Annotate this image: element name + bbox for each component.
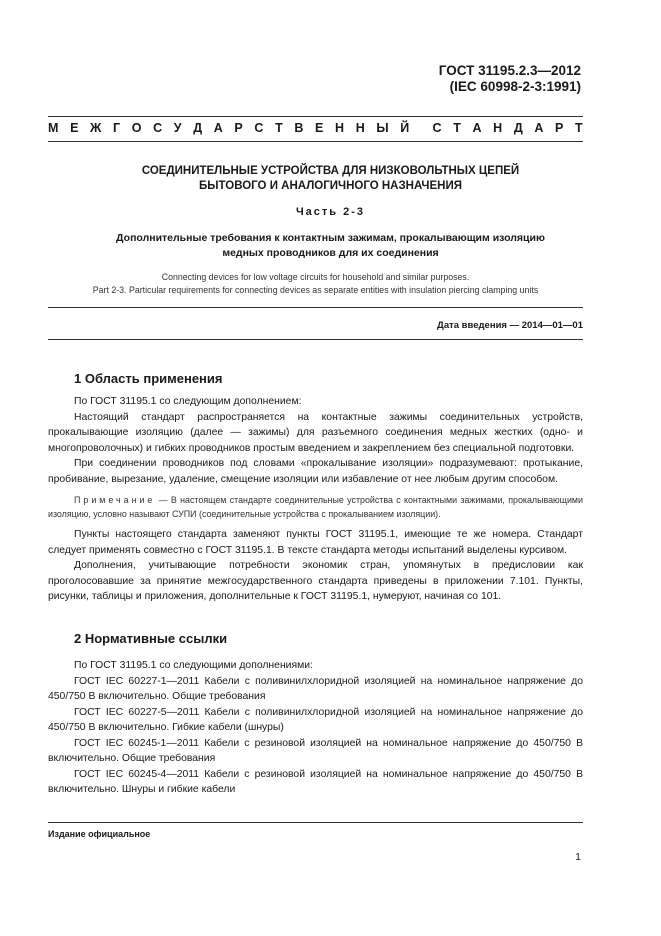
paragraph: По ГОСТ 31195.1 со следующим дополнением: bbox=[74, 396, 302, 407]
kind-letter: Е bbox=[70, 121, 79, 135]
section-2 bbox=[48, 631, 583, 646]
kind-letter: Н bbox=[493, 121, 503, 135]
reference-item: ГОСТ IEC 60245-4—2011 Кабели с резиновой изоляцией на номинальное напряжение до 450/750 В включительно. Шнуры и гибкие кабели bbox=[48, 768, 583, 795]
kind-letter: Р bbox=[555, 121, 564, 135]
kind-letter: Р bbox=[234, 121, 243, 135]
section-2-heading: 2 Нормативные ссылки bbox=[74, 631, 228, 646]
title-line-1: СОЕДИНИТЕЛЬНЫЕ УСТРОЙСТВА ДЛЯ НИЗКОВОЛЬТНЫХ ЦЕПЕЙ bbox=[141, 165, 520, 177]
part-number: Часть 2-3 bbox=[295, 206, 366, 218]
kind-letter: Т bbox=[275, 121, 283, 135]
kind-letter: Т bbox=[453, 121, 461, 135]
date-rule bbox=[48, 339, 583, 340]
kind-letter: Т bbox=[575, 121, 583, 135]
section-1 bbox=[48, 371, 583, 386]
kind-letter: Д bbox=[513, 121, 523, 135]
paragraph: Дополнения, учитывающие потребности экономик стран, упомянутых в предисловии как проголосовавшие за принятие межгосударственного стандарта приведены в приложении 7.101. Пункты, рисунки, таблицы и приложения, дополнительные к ГОСТ 31195.1, нумеруют, начиная со 101. bbox=[48, 560, 583, 602]
kind-underline bbox=[48, 141, 583, 142]
kind-letter: Д bbox=[193, 121, 203, 135]
document-subtitle bbox=[60, 231, 601, 260]
kind-letter: Г bbox=[113, 121, 121, 135]
paragraph: По ГОСТ 31195.1 со следующими дополнениями: bbox=[74, 660, 313, 671]
kind-letter: Н bbox=[335, 121, 345, 135]
section-2-body bbox=[48, 658, 583, 798]
english-title-line-2: Part 2-3. Particular requirements for connecting devices as separate entities with insulation piercing clamping units bbox=[92, 285, 539, 295]
kind-letter: С bbox=[254, 121, 264, 135]
reference-item: ГОСТ IEC 60245-1—2011 Кабели с резиновой изоляцией на номинальное напряжение до 450/750 В включительно. Общие требования bbox=[48, 737, 583, 764]
gost-number: ГОСТ 31195.2.3—2012 bbox=[438, 63, 581, 78]
official-edition-label: Издание официальное bbox=[48, 829, 151, 839]
note bbox=[48, 494, 583, 521]
kind-letter: Н bbox=[355, 121, 365, 135]
kind-letter: А bbox=[472, 121, 482, 135]
english-title-line-1: Connecting devices for low voltage circuits for household and similar purposes. bbox=[161, 272, 470, 282]
paragraph: При соединении проводников под словами «прокалывание изоляции» подразумевают: протыкание, пробивание, вырезание, удаление, смещение изоляции или избавление от нее любым другим способом. bbox=[48, 458, 583, 485]
top-rule bbox=[48, 116, 583, 117]
kind-letter: Ы bbox=[376, 121, 389, 135]
kind-letter: Е bbox=[315, 121, 324, 135]
english-title bbox=[48, 271, 583, 297]
standard-designation bbox=[439, 63, 581, 95]
kind-letter: У bbox=[173, 121, 182, 135]
standard-kind bbox=[48, 121, 583, 135]
subtitle-line-1: Дополнительные требования к контактным зажимам, прокалывающим изоляцию bbox=[116, 232, 545, 244]
kind-letter: А bbox=[534, 121, 544, 135]
title-rule bbox=[48, 307, 583, 308]
kind-letter: А bbox=[213, 121, 223, 135]
reference-item: ГОСТ IEC 60227-5—2011 Кабели с поливинилхлоридной изоляцией на номинальное напряжение до 450/750 В включительно. Гибкие кабели (шнуры) bbox=[48, 706, 583, 733]
kind-letter: О bbox=[131, 121, 142, 135]
kind-letter: С bbox=[432, 121, 442, 135]
section-1-body bbox=[48, 394, 583, 605]
iec-number: (IEC 60998-2-3:1991) bbox=[449, 79, 581, 94]
paragraph: Пункты настоящего стандарта заменяют пункты ГОСТ 31195.1, имеющие те же номера. Стандарт следует применять совместно с ГОСТ 31195.1. В тексте стандарта методы испытаний выделены курсивом. bbox=[48, 529, 583, 556]
note-label: Примечание bbox=[74, 495, 156, 505]
kind-letter: С bbox=[153, 121, 163, 135]
subtitle-line-2: медных проводников для их соединения bbox=[222, 246, 439, 259]
paragraph: Настоящий стандарт распространяется на контактные зажимы соединительных устройств, прокалывающие изоляцию (далее — зажимы) для разъемного соединения медных жестких (одно- и многопроволочных) и гибких проводников простым введением и закреплением без специальной подготовки. bbox=[48, 411, 583, 454]
kind-letter: Ж bbox=[90, 121, 102, 135]
kind-letter: М bbox=[48, 121, 59, 135]
title-line-2: БЫТОВОГО И АНАЛОГИЧНОГО НАЗНАЧЕНИЯ bbox=[199, 179, 462, 192]
section-1-heading: 1 Область применения bbox=[74, 371, 223, 386]
footer-rule bbox=[48, 822, 583, 823]
page-number: 1 bbox=[575, 851, 581, 863]
document-title bbox=[60, 164, 601, 193]
note-text: — В настоящем стандарте соединительные устройства с контактными зажимами, прокалывающими изоляцию, условно называют СУПИ (соединительные устройства с прокалыванием изоляции). bbox=[48, 495, 583, 519]
kind-letter: Й bbox=[400, 121, 410, 135]
reference-item: ГОСТ IEC 60227-1—2011 Кабели с поливинилхлоридной изоляцией на номинальное напряжение до 450/750 В включительно. Общие требования bbox=[48, 675, 583, 702]
introduction-date: Дата введения — 2014—01—01 bbox=[437, 320, 583, 331]
kind-letter: В bbox=[294, 121, 304, 135]
